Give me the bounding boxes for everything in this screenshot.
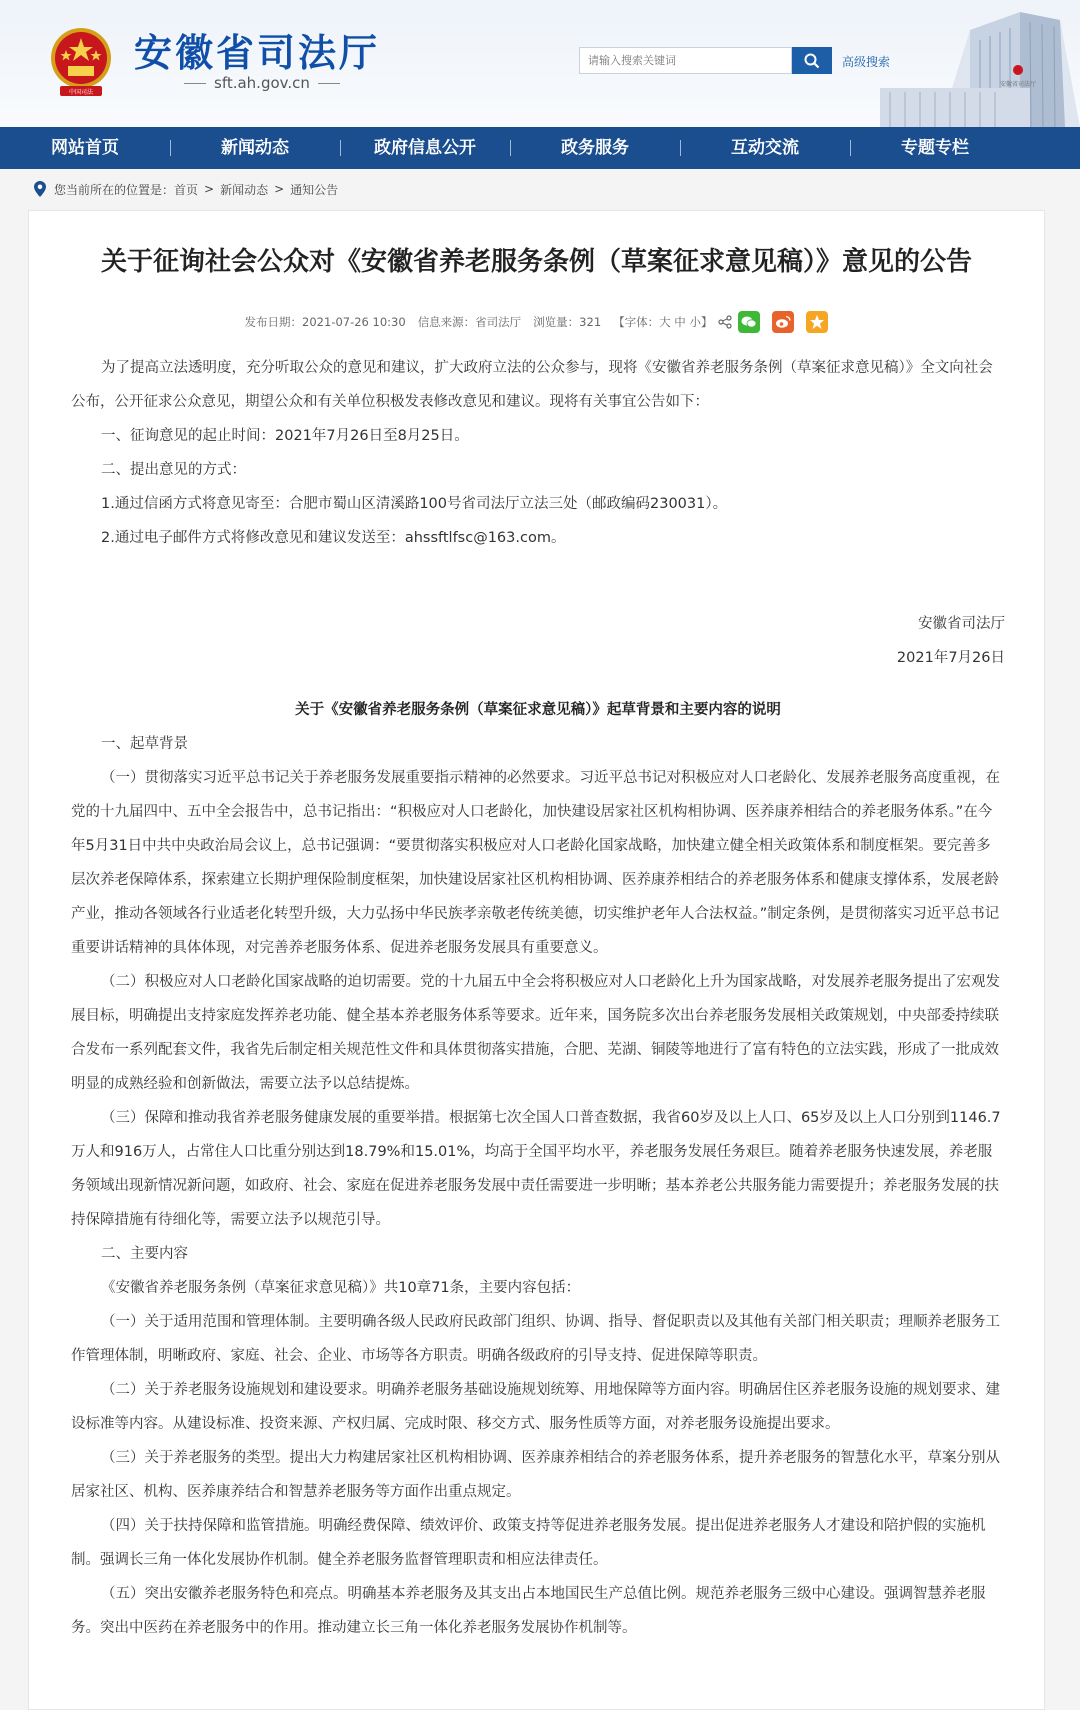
nav-item-news[interactable]: 新闻动态 xyxy=(170,127,340,169)
emblem-caption: 中国司法 xyxy=(68,89,94,96)
paragraph: 一、起草背景 xyxy=(101,736,188,752)
info-source: 信息来源：省司法厅 xyxy=(417,315,522,329)
article-title: 关于征询社会公众对《安徽省养老服务条例（草案征求意见稿）》意见的公告 xyxy=(100,247,972,277)
paragraph: （一）贯彻落实习近平总书记关于养老服务发展重要指示精神的必然要求。习近平总书记对积极应对人口老龄化、发展养老服务高度重视，在党的十九届四中、五中全会报告中，总书记指出：“积极应对人口老龄化，加快建设居家社区机构相协调、医养康养相结合的养老服务体系。”在今年5月31日中共中央政治局会议上，总书记强调：“要贯彻落实积极应对人口老龄化国家战略，加快建立健全相关政策体系和制度框架。要完善多层次养老保障体系，探索建立长期护理保险制度框架，加快建设居家社区机构相协调、医养康养相结合的养老服务体系和健康支撑体系，发展老龄产业，推动各领域各行业适老化转型升级，大力弘扬中华民族孝亲敬老传统美德，切实维护老年人合法权益。”制定条例，是贯彻落实习近平总书记重要讲话精神的具体体现，对完善养老服务体系、促进养老服务发展具有重要意义。 xyxy=(71,770,1000,956)
nav-item-home[interactable]: 网站首页 xyxy=(51,138,119,158)
paragraph: 《安徽省养老服务条例（草案征求意见稿）》共10章71条，主要内容包括： xyxy=(101,1280,581,1296)
site-title[interactable]: 安徽省司法厅 xyxy=(134,30,381,75)
weibo-icon[interactable] xyxy=(772,311,794,333)
search-icon xyxy=(804,53,820,69)
share-icon[interactable] xyxy=(718,315,732,329)
breadcrumb-separator: > xyxy=(204,182,215,196)
building-illustration xyxy=(820,0,1080,127)
signature-date: 2021年7月26日 xyxy=(896,650,1005,666)
breadcrumb-home[interactable]: 首页 xyxy=(174,182,199,197)
spacer xyxy=(71,675,1005,693)
publish-date: 发布日期：2021-07-26 10:30 xyxy=(244,315,406,329)
nav-item-services[interactable]: 政务服务 xyxy=(510,127,680,169)
nav-item-special[interactable]: 专题专栏 xyxy=(850,127,1020,169)
building-sign: 安徽省司法厅 xyxy=(1000,81,1037,88)
article-card xyxy=(28,210,1045,1710)
breadcrumb xyxy=(34,178,338,200)
breadcrumb-separator: > xyxy=(274,182,285,196)
paragraph: 二、提出意见的方式： xyxy=(101,462,246,478)
search-input[interactable] xyxy=(579,47,792,74)
emblem-icon[interactable] xyxy=(46,24,116,98)
paragraph: 二、主要内容 xyxy=(101,1246,188,1262)
wechat-icon[interactable] xyxy=(738,311,760,333)
main-nav xyxy=(0,127,1080,169)
breadcrumb-notices[interactable]: 通知公告 xyxy=(290,182,339,197)
explanation-title: 关于《安徽省养老服务条例（草案征求意见稿）》起草背景和主要内容的说明 xyxy=(295,702,781,718)
view-count: 浏览量：321 xyxy=(533,315,602,329)
signature-org: 安徽省司法厅 xyxy=(918,616,1005,632)
location-icon xyxy=(34,181,46,197)
spacer xyxy=(71,555,1005,607)
paragraph: （二）积极应对人口老龄化国家战略的迫切需要。党的十九届五中全会将积极应对人口老龄化上升为国家战略，对发展养老服务提出了宏观发展目标，明确提出支持家庭发挥养老功能、健全基本养老服务体系等要求。近年来，国务院多次出台养老服务发展相关政策规划，中央部委持续联合发布一系列配套文件，我省先后制定相关规范性文件和具体贯彻落实措施，合肥、芜湖、铜陵等地进行了富有特色的立法实践，形成了一批成效明显的成熟经验和创新做法，需要立法予以总结提炼。 xyxy=(71,974,1000,1092)
paragraph: 一、征询意见的起止时间：2021年7月26日至8月25日。 xyxy=(101,428,469,444)
nav-item-interaction[interactable]: 互动交流 xyxy=(680,127,850,169)
paragraph: （四）关于扶持保障和监管措施。明确经费保障、绩效评价、政策支持等促进养老服务发展。提出促进养老服务人才建设和陪护假的实施机制。强调长三角一体化发展协作机制。健全养老服务监督管理职责和相应法律责任。 xyxy=(71,1518,986,1568)
site-header xyxy=(0,0,1080,127)
paragraph: 1.通过信函方式将意见寄至：合肥市蜀山区清溪路100号省司法厅立法三处（邮政编码230031）。 xyxy=(101,496,728,512)
paragraph: 为了提高立法透明度，充分听取公众的意见和建议，扩大政府立法的公众参与，现将《安徽省养老服务条例（草案征求意见稿）》全文向社会公布，公开征求公众意见，期望公众和有关单位积极发表修改意见和建议。现将有关事宜公告如下： xyxy=(71,360,993,410)
paragraph: 2.通过电子邮件方式将修改意见和建议发送至：ahssftlfsc@163.com。 xyxy=(101,530,566,546)
article-meta xyxy=(29,311,1044,333)
advanced-search-link[interactable]: 高级搜索 xyxy=(842,55,891,69)
qzone-icon[interactable] xyxy=(806,311,828,333)
breadcrumb-news[interactable]: 新闻动态 xyxy=(220,182,269,197)
nav-item-gov-info[interactable]: 政府信息公开 xyxy=(340,127,510,169)
paragraph: （三）保障和推动我省养老服务健康发展的重要举措。根据第七次全国人口普查数据，我省60岁及以上人口、65岁及以上人口分别到1146.7万人和916万人，占常住人口比重分别达到18.79%和15.01%，均高于全国平均水平，养老服务发展任务艰巨。随着养老服务快速发展，养老服务领域出现新情况新问题，如政府、社会、家庭在促进养老服务发展中责任需要进一步明晰；基本养老公共服务能力需要提升；养老服务发展的扶持保障措施有待细化等，需要立法予以规范引导。 xyxy=(71,1110,1001,1228)
font-size-switcher[interactable]: 【字体：大 中 小】 xyxy=(613,315,713,329)
paragraph: （一）关于适用范围和管理体制。主要明确各级人民政府民政部门组织、协调、指导、督促职责以及其他有关部门相关职责；理顺养老服务工作管理体制，明晰政府、家庭、社会、企业、市场等各方职责。明确各级政府的引导支持、促进保障等职责。 xyxy=(71,1314,1000,1364)
article-body xyxy=(71,351,1005,1645)
paragraph: （三）关于养老服务的类型。提出大力构建居家社区机构相协调、医养康养相结合的养老服务体系，提升养老服务的智慧化水平，草案分别从居家社区、机构、医养康养结合和智慧养老服务等方面作出重点规定。 xyxy=(71,1450,1000,1500)
paragraph: （五）突出安徽养老服务特色和亮点。明确基本养老服务及其支出占本地国民生产总值比例。规范养老服务三级中心建设。强调智慧养老服务。突出中医药在养老服务中的作用。推动建立长三角一体化养老服务发展协作机制等。 xyxy=(71,1586,986,1636)
paragraph: （二）关于养老服务设施规划和建设要求。明确养老服务基础设施规划统筹、用地保障等方面内容。明确居住区养老服务设施的规划要求、建设标准等内容。从建设标准、投资来源、产权归属、完成时限、移交方式、服务性质等方面，对养老服务设施提出要求。 xyxy=(71,1382,1000,1432)
breadcrumb-prefix: 您当前所在的位置是： xyxy=(54,182,175,197)
site-domain: sft.ah.gov.cn xyxy=(176,74,348,92)
